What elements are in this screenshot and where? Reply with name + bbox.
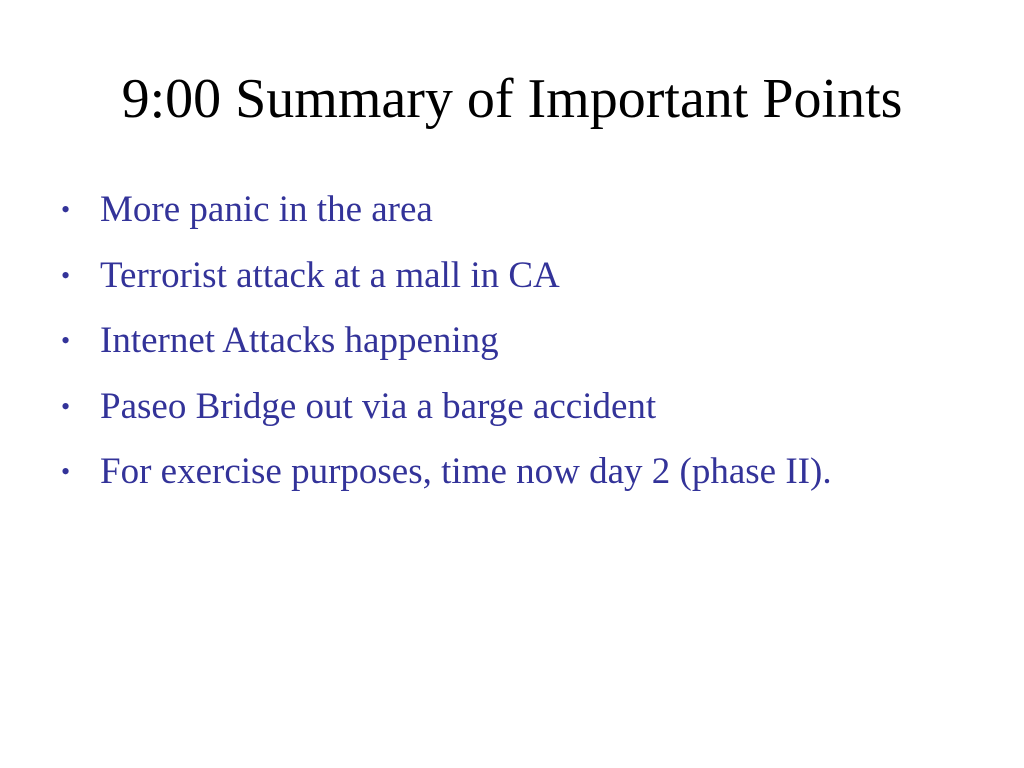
bullet-dot-icon: • xyxy=(61,326,71,356)
list-item xyxy=(61,252,961,300)
bullet-list xyxy=(61,186,961,514)
list-item xyxy=(61,186,961,234)
slide-title: 9:00 Summary of Important Points xyxy=(121,68,903,130)
bullet-dot-icon: • xyxy=(61,260,71,290)
bullet-text: Terrorist attack at a mall in CA xyxy=(100,254,560,296)
bullet-text: Paseo Bridge out via a barge accident xyxy=(100,385,657,427)
bullet-dot-icon: • xyxy=(61,391,71,421)
bullet-dot-icon: • xyxy=(61,457,71,487)
list-item xyxy=(61,383,961,431)
bullet-text: More panic in the area xyxy=(100,189,433,230)
list-item xyxy=(61,448,961,496)
list-item xyxy=(61,317,961,365)
bullet-dot-icon: • xyxy=(61,195,71,224)
bullet-text: For exercise purposes, time now day 2 (phase II). xyxy=(100,451,832,493)
bullet-text: Internet Attacks happening xyxy=(100,320,499,362)
